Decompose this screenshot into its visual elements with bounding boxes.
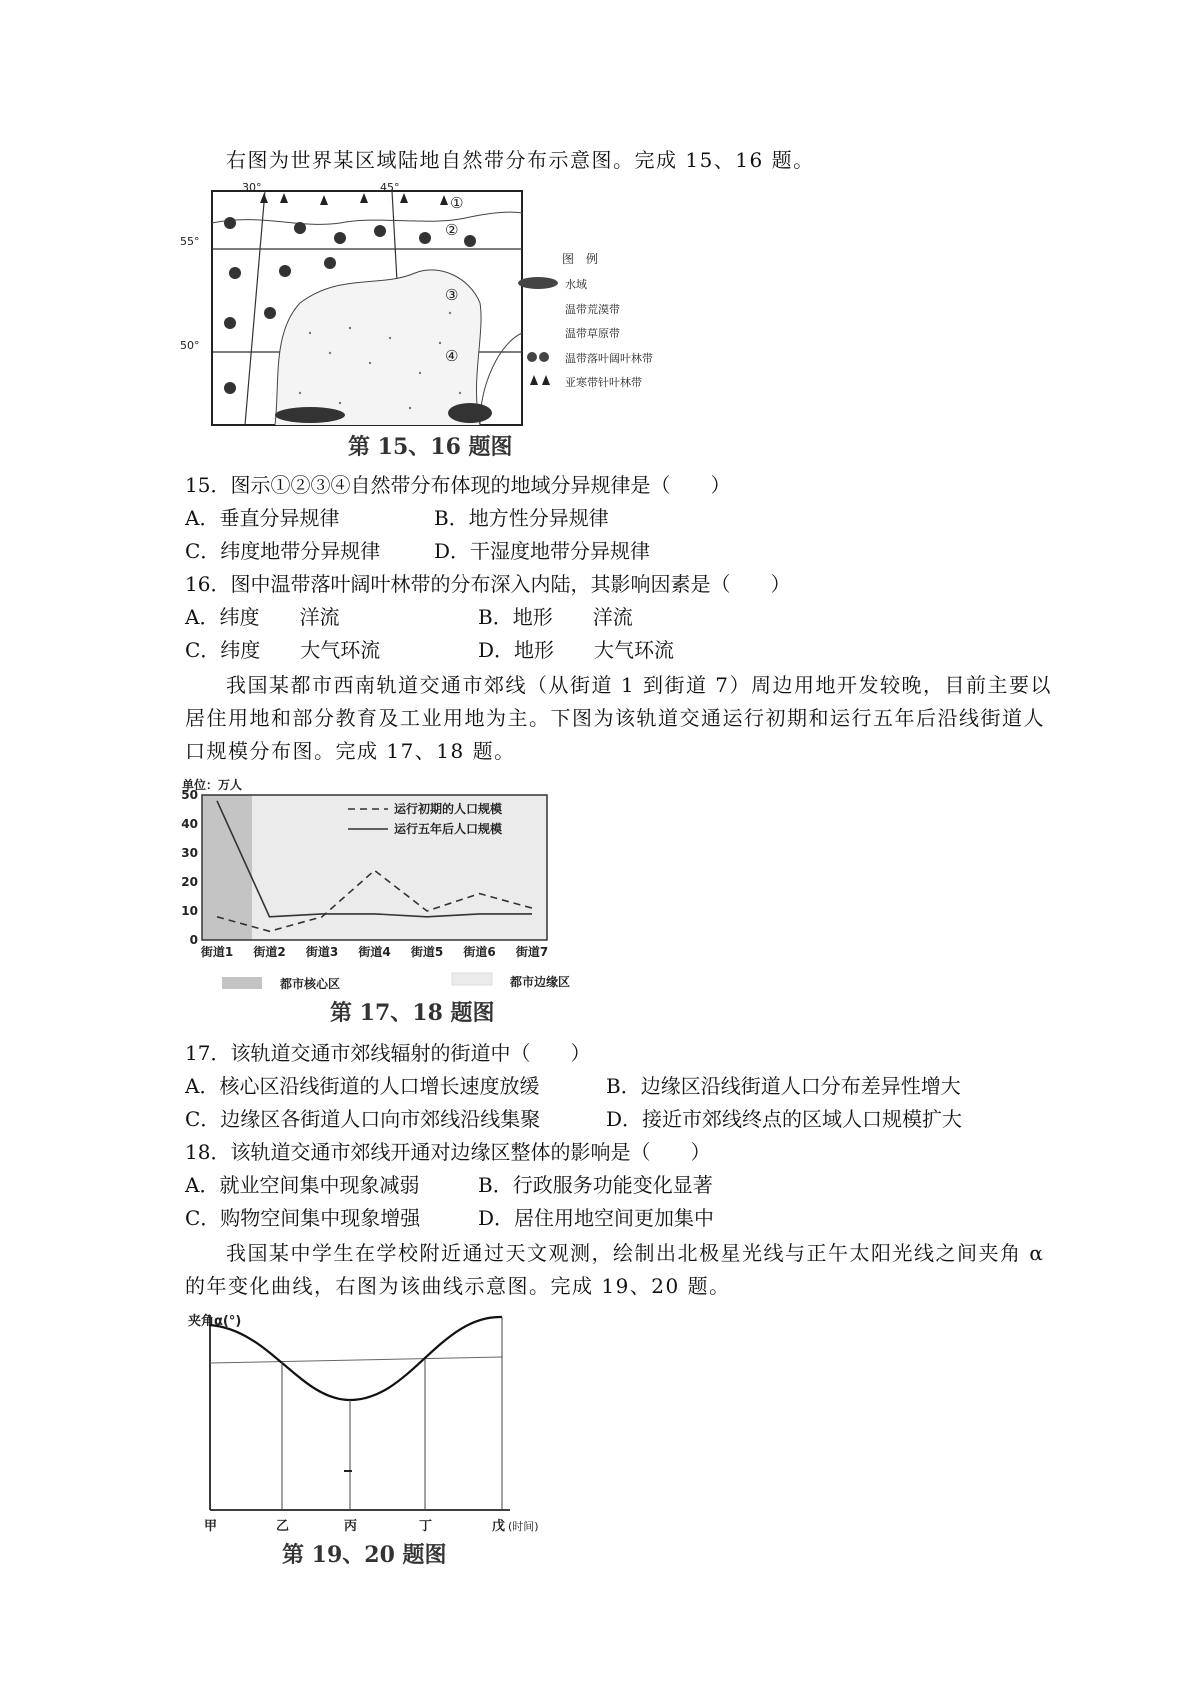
natural-zone-map-svg xyxy=(180,183,740,463)
water-body-2 xyxy=(448,403,492,423)
x-axis-unit: (时间) xyxy=(508,1520,539,1533)
q16-option-c: C．纬度 大气环流 xyxy=(185,638,381,662)
x-tick-label: 街道5 xyxy=(410,945,444,959)
x-label-ding: 丁 xyxy=(419,1519,433,1534)
x-tick-label: 街道2 xyxy=(253,945,286,959)
y-axis-label: 单位：万人 xyxy=(182,778,243,792)
x-label-wu: 戊 xyxy=(492,1519,506,1534)
core-zone-legend-label: 都市核心区 xyxy=(280,977,341,991)
intro-17-18-line3: 口规模分布图。完成 17、18 题。 xyxy=(185,739,516,763)
lon-label-45: 45° xyxy=(380,183,400,194)
population-chart-svg xyxy=(180,775,600,995)
zone-label-1: ① xyxy=(450,194,464,212)
water-body-1 xyxy=(275,407,345,423)
q17-option-c: C．边缘区各街道人口向市郊线沿线集聚 xyxy=(185,1107,541,1131)
population-chart xyxy=(180,775,600,995)
chart-caption: 第 17、18 题图 xyxy=(330,1000,495,1026)
lat-label-55: 55° xyxy=(180,235,200,248)
lat-label-50: 50° xyxy=(180,339,200,352)
intro-15-16: 右图为世界某区域陆地自然带分布示意图。完成 15、16 题。 xyxy=(226,148,815,172)
angle-curve xyxy=(210,1317,502,1400)
intro-19-20-line1: 我国某中学生在学校附近通过天文观测，绘制出北极星光线与正午太阳光线之间夹角 α xyxy=(226,1241,1045,1265)
core-zone-shading xyxy=(202,795,252,940)
x-label-jia: 甲 xyxy=(204,1519,218,1534)
intro-19-20-line2: 的年变化曲线，右图为该曲线示意图。完成 19、20 题。 xyxy=(185,1274,731,1298)
lon-label-30: 30° xyxy=(242,183,262,194)
edge-zone-legend-label: 都市边缘区 xyxy=(510,975,571,989)
zone-label-4: ④ xyxy=(445,347,459,365)
q15-stem: 15．图示①②③④自然带分布体现的地域分异规律是（ ） xyxy=(185,473,731,497)
intro-17-18-line1: 我国某都市西南轨道交通市郊线（从街道 1 到街道 7）周边用地开发较晚，目前主要以 xyxy=(226,673,1053,697)
y-tick-label: 30 xyxy=(181,846,198,860)
angle-curve-figure xyxy=(180,1305,580,1550)
q16-option-b: B．地形 洋流 xyxy=(478,605,633,629)
curve-reference-line xyxy=(210,1357,502,1363)
legend-title: 图 例 xyxy=(562,252,599,266)
legend-broadleaf: 温带落叶阔叶林带 xyxy=(565,352,653,365)
core-zone-legend-swatch xyxy=(222,977,262,989)
y-tick-label: 0 xyxy=(189,933,198,947)
x-label-yi: 乙 xyxy=(276,1519,290,1534)
y-tick-label: 50 xyxy=(181,788,198,802)
edge-zone-shading xyxy=(202,795,547,940)
y-tick-label: 40 xyxy=(181,817,198,831)
map-caption: 第 15、16 题图 xyxy=(348,434,513,460)
legend-label-1: 运行初期的人口规模 xyxy=(394,802,503,816)
angle-curve-svg xyxy=(180,1305,580,1550)
legend-label-2: 运行五年后人口规模 xyxy=(394,822,503,836)
edge-zone-legend-swatch xyxy=(452,973,492,985)
y-tick-label: 20 xyxy=(181,875,198,889)
q18-option-d: D．居住用地空间更加集中 xyxy=(478,1206,715,1230)
legend-water: 水域 xyxy=(565,278,587,291)
intro-17-18-line2: 居住用地和部分教育及工业用地为主。下图为该轨道交通运行初期和运行五年后沿线街道人 xyxy=(185,706,1045,730)
natural-zone-map xyxy=(180,183,740,463)
q17-option-d: D．接近市郊线终点的区域人口规模扩大 xyxy=(606,1107,963,1131)
legend-broadleaf-swatch xyxy=(527,352,537,362)
q16-stem: 16．图中温带落叶阔叶林带的分布深入内陆，其影响因素是（ ） xyxy=(185,572,791,596)
legend-conifer: 亚寒带针叶林带 xyxy=(565,376,642,389)
q18-option-c: C．购物空间集中现象增强 xyxy=(185,1206,421,1230)
x-label-bing: 丙 xyxy=(344,1519,358,1534)
q15-option-a: A．垂直分异规律 xyxy=(185,506,340,530)
y-tick-label: 10 xyxy=(181,904,198,918)
x-tick-label: 街道1 xyxy=(200,945,234,959)
x-tick-label: 街道7 xyxy=(515,945,549,959)
zone-label-3: ③ xyxy=(445,286,459,304)
zone-label-2: ② xyxy=(445,221,459,239)
q15-option-c: C．纬度地带分异规律 xyxy=(185,539,381,563)
q15-option-b: B．地方性分异规律 xyxy=(434,506,609,530)
q18-option-b: B．行政服务功能变化显著 xyxy=(478,1173,713,1197)
q15-option-d: D．干湿度地带分异规律 xyxy=(434,539,651,563)
q16-option-d: D．地形 大气环流 xyxy=(478,638,675,662)
q17-option-a: A．核心区沿线街道的人口增长速度放缓 xyxy=(185,1074,540,1098)
q18-option-a: A．就业空间集中现象减弱 xyxy=(185,1173,420,1197)
legend-conifer-swatch xyxy=(530,375,538,385)
curve-y-label-char: 夹角α(°) xyxy=(188,1314,242,1329)
curve-caption: 第 19、20 题图 xyxy=(282,1542,447,1568)
x-tick-label: 街道4 xyxy=(358,945,391,959)
legend-water-swatch xyxy=(518,277,558,289)
legend-steppe: 温带草原带 xyxy=(565,327,620,340)
legend-desert: 温带荒漠带 xyxy=(565,303,620,316)
q17-stem: 17．该轨道交通市郊线辐射的街道中（ ） xyxy=(185,1041,591,1065)
q16-option-a: A．纬度 洋流 xyxy=(185,605,340,629)
x-tick-label: 街道6 xyxy=(463,945,496,959)
x-tick-label: 街道3 xyxy=(305,945,339,959)
q18-stem: 18．该轨道交通市郊线开通对边缘区整体的影响是（ ） xyxy=(185,1140,711,1164)
q17-option-b: B．边缘区沿线街道人口分布差异性增大 xyxy=(606,1074,961,1098)
